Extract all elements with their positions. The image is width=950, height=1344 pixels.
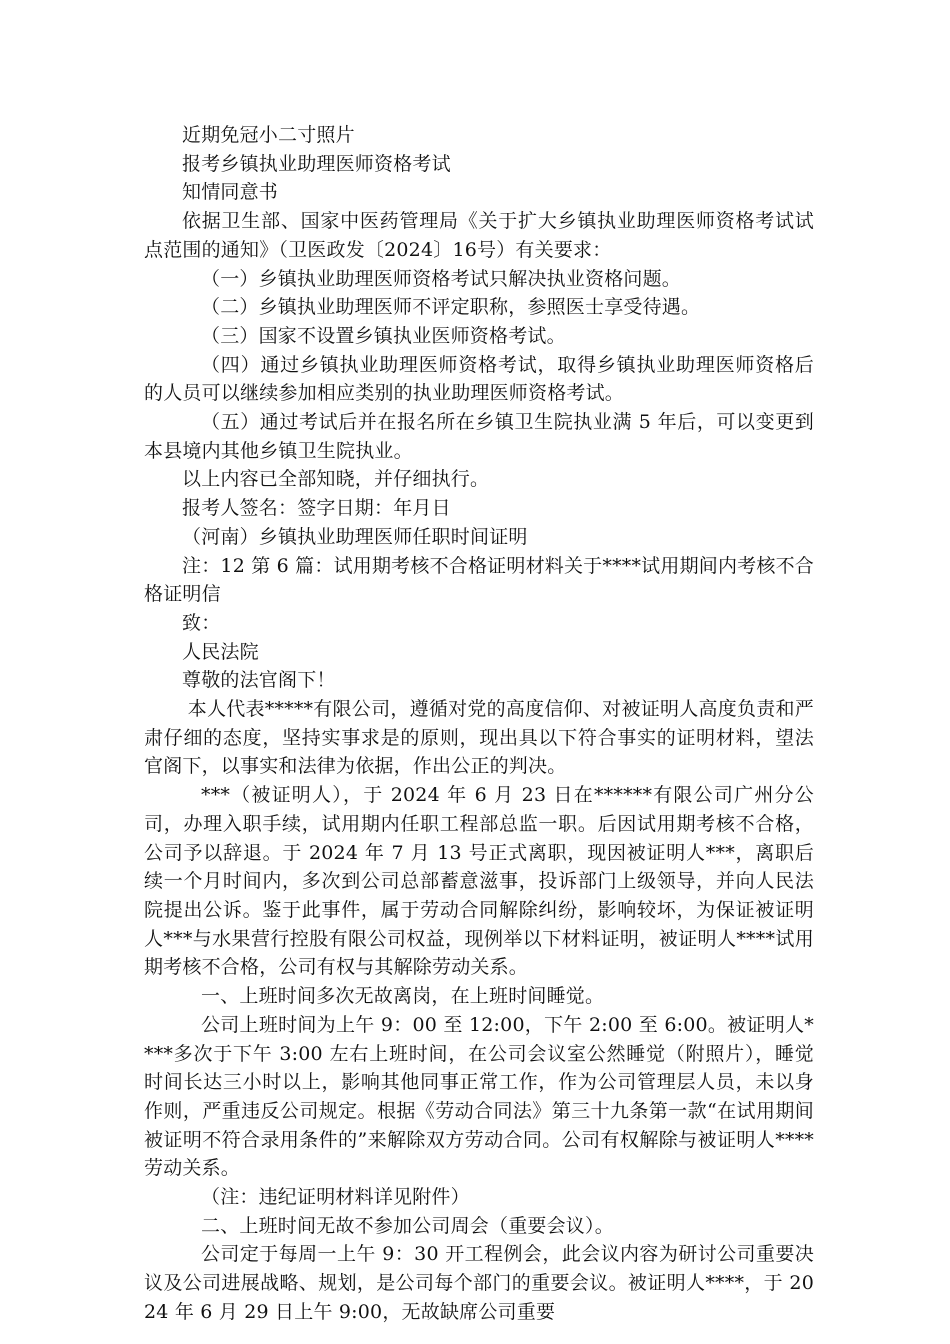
paragraph: 一、上班时间多次无故离岗，在上班时间睡觉。 <box>201 985 605 1008</box>
paragraph: 依据卫生部、国家中医药管理局《关于扩大乡镇执业助理医师资格考试试点范围的通知》（卫医政发〔2024〕16号）有关要求： <box>144 210 814 261</box>
paragraph: 公司定于每周一上午 9：30 开工程例会，此会议内容为研讨公司重要决议及公司进展战略、规划，是公司每个部门的重要会议。被证明人****，于 2024 年 6 月 29 日上午 9:00，无故缺席公司重要 <box>144 1243 814 1323</box>
document-body <box>144 121 814 1327</box>
paragraph: （四）通过乡镇执业助理医师资格考试，取得乡镇执业助理医师资格后的人员可以继续参加相应类别的执业助理医师资格考试。 <box>144 353 814 405</box>
paragraph: 报考乡镇执业助理医师资格考试 <box>182 152 451 175</box>
paragraph: 二、上班时间无故不参加公司周会（重要会议）。 <box>201 1214 614 1237</box>
paragraph: 公司上班时间为上午 9：00 至 12:00，下午 2:00 至 6:00。被证明人****多次于下午 3:00 左右上班时间，在公司会议室公然睡觉（附照片），睡觉时间长达三小时以上，影响其他同事正常工作，作为公司管理层人员，未以身作则，严重违反公司规定。根据《劳动合同法》第三十九条第一款“在试用期间被证明不符合录用条件的”来解除双方劳动合同。公司有权解除与被证明人****劳动关系。 <box>144 1013 814 1180</box>
paragraph: 致： <box>182 611 221 634</box>
paragraph: （二）乡镇执业助理医师不评定职称，参照医士享受待遇。 <box>201 296 701 319</box>
paragraph: ***（被证明人），于 2024 年 6 月 23 日在******有限公司广州分公司，办理入职手续，试用期内任职工程部总监一职。后因试用期考核不合格，公司予以辞退。于 2024 年 7 月 13 号正式离职，现因被证明人***，离职后续一个月时间内，多次到公司总部蓄意滋事，投诉部门上级领导，并向人民法院提出公诉。鉴于此事件，属于劳动合同解除纠纷，影响较坏，为保证被证明人***与水果营行控股有限公司权益，现例举以下材料证明，被证明人****试用期考核不合格，公司有权与其解除劳动关系。 <box>144 784 814 979</box>
paragraph: 人民法院 <box>182 640 259 663</box>
paragraph: （一）乡镇执业助理医师资格考试只解决执业资格问题。 <box>201 267 682 290</box>
paragraph: 以上内容已全部知晓，并仔细执行。 <box>182 468 490 491</box>
paragraph: （三）国家不设置乡镇执业医师资格考试。 <box>201 324 566 347</box>
paragraph: （注：违纪证明材料详见附件） <box>201 1186 470 1209</box>
paragraph: （河南）乡镇执业助理医师任职时间证明 <box>182 525 528 548</box>
paragraph: 本人代表*****有限公司，遵循对党的高度信仰、对被证明人高度负责和严肃仔细的态度，坚持实事求是的原则，现出具以下符合事实的证明材料，望法官阁下，以事实和法律为依据，作出公正的判决。 <box>144 698 814 778</box>
paragraph: 知情同意书 <box>182 181 279 204</box>
paragraph: 近期免冠小二寸照片 <box>182 124 355 146</box>
paragraph: 尊敬的法官阁下！ <box>182 669 336 692</box>
paragraph: 报考人签名：签字日期：年月日 <box>182 497 451 520</box>
paragraph: （五）通过考试后并在报名所在乡镇卫生院执业满 5 年后，可以变更到本县境内其他乡镇卫生院执业。 <box>144 411 814 462</box>
paragraph: 注：12 第 6 篇：试用期考核不合格证明材料关于****试用期间内考核不合格证明信 <box>144 554 814 606</box>
